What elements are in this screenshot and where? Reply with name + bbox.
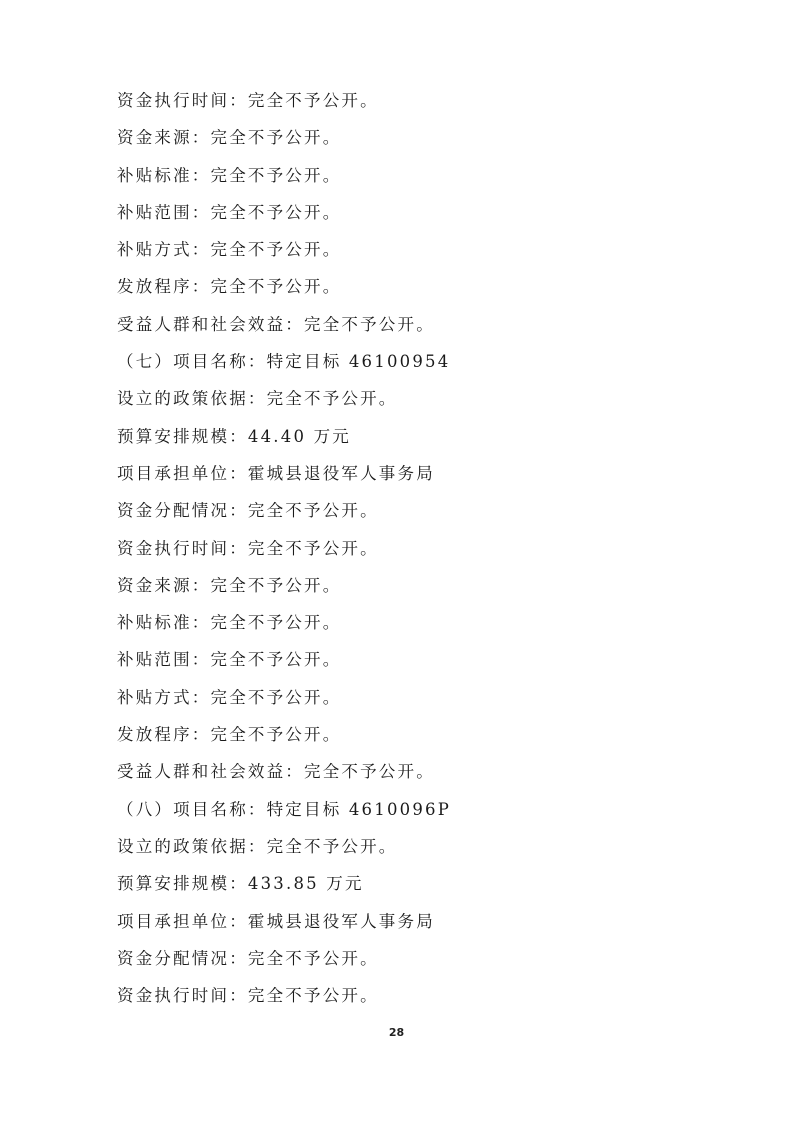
text-line: 补贴标准：完全不予公开。: [117, 613, 342, 633]
text-line: 项目承担单位：霍城县退役军人事务局: [117, 911, 435, 931]
text-line: 补贴范围：完全不予公开。: [117, 202, 342, 222]
section-heading: （七）项目名称：特定目标 46100954: [117, 352, 451, 372]
text-line: 补贴标准：完全不予公开。: [117, 165, 342, 185]
text-line: 设立的政策依据：完全不予公开。: [117, 389, 398, 409]
text-line: 资金来源：完全不予公开。: [117, 575, 342, 595]
text-line: 发放程序：完全不予公开。: [117, 725, 342, 745]
text-line: 补贴方式：完全不予公开。: [117, 687, 342, 707]
text-line: 项目承担单位：霍城县退役军人事务局: [117, 463, 435, 483]
text-line: 受益人群和社会效益：完全不予公开。: [117, 762, 435, 782]
text-line: 预算安排规模：433.85 万元: [117, 874, 364, 894]
text-line: 补贴范围：完全不予公开。: [117, 650, 342, 670]
text-line: 资金执行时间：完全不予公开。: [117, 538, 379, 558]
text-line: 资金执行时间：完全不予公开。: [117, 91, 379, 110]
text-line: 资金执行时间：完全不予公开。: [117, 986, 379, 1006]
text-line: 发放程序：完全不予公开。: [117, 277, 342, 297]
section-heading: （八）项目名称：特定目标 4610096P: [117, 799, 452, 819]
text-line: 预算安排规模：44.40 万元: [117, 426, 351, 446]
text-line: 设立的政策依据：完全不予公开。: [117, 836, 398, 856]
text-line: 补贴方式：完全不予公开。: [117, 240, 342, 260]
text-line: 资金分配情况：完全不予公开。: [117, 948, 379, 968]
document-body: [117, 86, 737, 1018]
text-line: 资金来源：完全不予公开。: [117, 128, 342, 148]
text-line: 受益人群和社会效益：完全不予公开。: [117, 314, 435, 334]
page-number: 28: [388, 1026, 405, 1039]
text-line: 资金分配情况：完全不予公开。: [117, 501, 379, 521]
